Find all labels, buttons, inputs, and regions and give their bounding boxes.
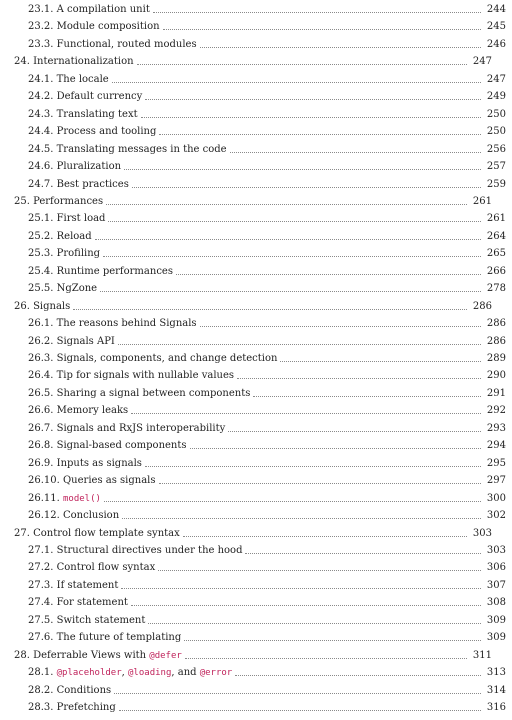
dot-leader (108, 221, 481, 222)
dot-leader (141, 117, 481, 118)
toc-page-number: 290 (486, 370, 506, 382)
toc-section-entry[interactable] (0, 157, 512, 176)
toc-entry-title (28, 231, 92, 242)
toc-section-entry[interactable] (0, 541, 512, 560)
toc-section-entry[interactable] (0, 279, 512, 298)
toc-section-entry[interactable] (0, 401, 512, 420)
toc-entry-title (28, 685, 111, 696)
toc-entry-title (28, 91, 142, 102)
toc-page-number: 291 (486, 387, 506, 399)
dot-leader (118, 344, 481, 345)
dot-leader (122, 518, 481, 519)
toc-chapter-entry[interactable] (0, 297, 498, 316)
toc-page-number: 244 (486, 4, 506, 16)
dot-leader (124, 169, 481, 170)
toc-section-entry[interactable] (0, 140, 512, 159)
toc-page-number: 286 (486, 335, 506, 347)
toc-entry-title (28, 423, 225, 434)
toc-entry-title (28, 109, 138, 120)
toc-entry-title (28, 39, 197, 50)
toc-entry-text: 26.7. Signals and RxJS interoperability (28, 422, 226, 434)
toc-entry-text: 27. Control flow template syntax (14, 527, 180, 539)
toc-entry-text: 28.3. Prefetching (28, 702, 116, 714)
toc-entry-title (28, 667, 232, 678)
toc-chapter-entry[interactable] (0, 646, 498, 665)
toc-page-number: 250 (486, 126, 506, 138)
toc-section-entry[interactable] (0, 698, 512, 717)
toc-entry-text: 24.1. The locale (28, 73, 109, 85)
dot-leader (190, 448, 481, 449)
toc-entry-text: 27.1. Structural directives under the hood (28, 544, 243, 556)
toc-entry-title (28, 562, 155, 573)
toc-entry-text: 26.9. Inputs as signals (28, 457, 142, 469)
toc-entry-text: 26.5. Sharing a signal between components (28, 387, 251, 399)
toc-entry-text: 24.4. Process and tooling (28, 126, 157, 138)
toc-entry-text: 27.5. Switch statement (28, 614, 146, 626)
toc-section-entry[interactable] (0, 244, 512, 263)
toc-page-number: 308 (486, 597, 506, 609)
toc-page-number: 261 (486, 213, 506, 225)
toc-entry-title (28, 283, 97, 294)
toc-entry-title (28, 318, 197, 329)
dot-leader (145, 466, 481, 467)
toc-entry-text: 25.1. First load (28, 213, 106, 225)
dot-leader (159, 483, 482, 484)
dot-leader (104, 501, 481, 502)
toc-page-number: 297 (486, 475, 506, 487)
dot-leader (159, 134, 481, 135)
toc-entry-text: 27.2. Control flow syntax (28, 562, 156, 574)
toc-entry-title (28, 74, 109, 85)
dot-leader (158, 570, 481, 571)
toc-entry-text: 25.2. Reload (28, 230, 92, 242)
toc-page-number: 259 (486, 178, 506, 190)
toc-page-number: 302 (486, 510, 506, 522)
toc-section-entry[interactable] (0, 349, 512, 368)
dot-leader (253, 396, 481, 397)
toc-entry-title (28, 405, 128, 416)
dot-leader (148, 623, 481, 624)
toc-section-entry[interactable] (0, 105, 512, 124)
toc-entry-title (28, 126, 156, 137)
dot-leader (145, 99, 481, 100)
toc-section-entry[interactable] (0, 454, 512, 473)
dot-leader (119, 710, 481, 711)
toc-entry-title (28, 4, 150, 15)
dot-leader (245, 553, 481, 554)
dot-leader (185, 658, 467, 659)
toc-entry-title (28, 266, 173, 277)
inline-code: @error (199, 668, 233, 679)
toc-section-entry[interactable] (0, 17, 512, 36)
toc-page-number: 286 (486, 318, 506, 330)
toc-chapter-entry[interactable] (0, 192, 498, 211)
toc-section-entry[interactable] (0, 70, 512, 89)
dot-leader (280, 361, 481, 362)
toc-section-entry[interactable] (0, 506, 512, 525)
toc-entry-title (28, 388, 250, 399)
toc-section-entry[interactable] (0, 593, 512, 612)
dot-leader (112, 82, 481, 83)
toc-page-number: 265 (486, 248, 506, 260)
toc-page-number: 294 (486, 440, 506, 452)
dot-leader (200, 326, 481, 327)
toc-entry-text: 26.8. Signal-based components (28, 440, 187, 452)
inline-code: @placeholder (56, 668, 122, 679)
toc-page-number: 249 (486, 91, 506, 103)
toc-page-number: 250 (486, 108, 506, 120)
toc-section-entry[interactable] (0, 209, 512, 228)
toc-entry-title (28, 510, 119, 521)
dot-leader (237, 378, 481, 379)
toc-entry-title (28, 21, 160, 32)
toc-section-entry[interactable] (0, 576, 512, 595)
toc-entry-text: 25.3. Profiling (28, 248, 101, 260)
toc-entry-title (28, 580, 118, 591)
toc-entry-text: 24.5. Translating messages in the code (28, 143, 227, 155)
toc-page-number: 295 (486, 457, 506, 469)
toc-entry-text: 25.4. Runtime performances (28, 265, 173, 277)
toc-entry-text: 24.6. Pluralization (28, 161, 122, 173)
toc-entry-text: 27.3. If statement (28, 579, 119, 591)
dot-leader (184, 640, 481, 641)
dot-leader (200, 47, 481, 48)
toc-entry-text: 23.3. Functional, routed modules (28, 38, 197, 50)
toc-page-number: 293 (486, 422, 506, 434)
toc-page-number: 303 (472, 527, 492, 539)
dot-leader (103, 256, 481, 257)
toc-page-number: 257 (486, 161, 506, 173)
toc-entry-text: 26.4. Tip for signals with nullable values (28, 370, 235, 382)
toc-entry-text: 27.6. The future of templating (28, 632, 182, 644)
toc-entry-text: 24. Internationalization (14, 56, 134, 68)
toc-page-number: 266 (486, 265, 506, 277)
toc-entry-text: 24.2. Default currency (28, 91, 143, 103)
toc-entry-title (14, 196, 103, 207)
toc-page-number: 264 (486, 230, 506, 242)
toc-entry-title (28, 213, 105, 224)
toc-page-number: 278 (486, 283, 506, 295)
toc-page-number: 306 (486, 562, 506, 574)
dot-leader (163, 29, 481, 30)
toc-entry-text: 25.5. NgZone (28, 283, 98, 295)
toc-entry-title (28, 475, 156, 486)
toc-entry-text: 25. Performances (14, 195, 104, 207)
toc-page-number: 256 (486, 143, 506, 155)
toc-page-number: 247 (486, 73, 506, 85)
toc-section-entry[interactable] (0, 489, 512, 508)
dot-leader (183, 536, 467, 537)
toc-section-entry[interactable] (0, 384, 512, 403)
toc-section-entry[interactable] (0, 558, 512, 577)
toc-entry-text: 26.12. Conclusion (28, 510, 120, 522)
toc-entry-text: 26.1. The reasons behind Signals (28, 318, 197, 330)
toc-section-entry[interactable] (0, 366, 512, 385)
dot-leader (137, 64, 467, 65)
toc-section-entry[interactable] (0, 611, 512, 630)
toc-section-entry[interactable] (0, 175, 512, 194)
dot-leader (100, 291, 481, 292)
toc-entry-title (28, 493, 101, 504)
toc-entry-text: 28.2. Conditions (28, 684, 112, 696)
dot-leader (228, 431, 481, 432)
toc-entry-text: , (121, 667, 129, 679)
toc-page-number: 313 (486, 667, 506, 679)
toc-entry-text: 24.7. Best practices (28, 178, 129, 190)
toc-entry-title (28, 615, 145, 626)
toc-entry-text: 26.6. Memory leaks (28, 405, 129, 417)
toc-entry-title (14, 650, 182, 661)
toc-section-entry[interactable] (0, 471, 512, 490)
toc-entry-text: 27.4. For statement (28, 597, 128, 609)
toc-page-number: 245 (486, 21, 506, 33)
toc-entry-title (28, 179, 129, 190)
toc-section-entry[interactable] (0, 681, 512, 700)
toc-page-number: 292 (486, 405, 506, 417)
toc-entry-title (28, 440, 187, 451)
toc-page-number: 303 (486, 544, 506, 556)
inline-code: @defer (149, 650, 182, 661)
dot-leader (230, 152, 481, 153)
dot-leader (121, 588, 481, 589)
toc-entry-title (28, 458, 142, 469)
toc-entry-title (28, 632, 181, 643)
toc-entry-text: 23.1. A compilation unit (28, 4, 150, 16)
toc-entry-title (28, 353, 277, 364)
toc-chapter-entry[interactable] (0, 524, 498, 543)
dot-leader (153, 12, 481, 13)
toc-section-entry[interactable] (0, 314, 512, 333)
toc-entry-text: 26.10. Queries as signals (28, 475, 156, 487)
dot-leader (95, 239, 481, 240)
toc-entry-text: 24.3. Translating text (28, 108, 138, 120)
toc-entry-text: 28.1. (28, 667, 57, 679)
toc-page-number: 309 (486, 632, 506, 644)
toc-page-number: 289 (486, 353, 506, 365)
toc-chapter-entry[interactable] (0, 52, 498, 71)
toc-entry-text: 26.3. Signals, components, and change detection (28, 353, 278, 365)
toc-page-number: 246 (486, 38, 506, 50)
dot-leader (132, 187, 481, 188)
toc-section-entry[interactable] (0, 87, 512, 106)
toc-page-number: 286 (472, 300, 492, 312)
dot-leader (106, 204, 467, 205)
toc-section-entry[interactable] (0, 436, 512, 455)
toc-entry-text: 28. Deferrable Views with (14, 649, 150, 661)
toc-entry-title (28, 370, 234, 381)
toc-entry-text: 26.11. (28, 492, 63, 504)
toc-entry-title (28, 702, 116, 713)
toc-page-number: 309 (486, 614, 506, 626)
toc-page-number: 311 (472, 649, 492, 661)
toc-entry-text: 26.2. Signals API (28, 335, 115, 347)
toc-entry-title (14, 301, 70, 312)
toc-page-number: 316 (486, 702, 506, 714)
dot-leader (73, 309, 467, 310)
dot-leader (131, 413, 481, 414)
toc-section-entry[interactable] (0, 332, 512, 351)
toc-entry-title (14, 56, 134, 67)
toc-entry-title (28, 161, 121, 172)
toc-page-number: 307 (486, 579, 506, 591)
toc-page-number: 314 (486, 684, 506, 696)
toc-section-entry[interactable] (0, 0, 512, 19)
toc-section-entry[interactable] (0, 262, 512, 281)
toc-section-entry[interactable] (0, 122, 512, 141)
toc-section-entry[interactable] (0, 663, 512, 682)
toc-entry-title (28, 144, 227, 155)
toc-entry-text: 26. Signals (14, 300, 71, 312)
inline-code: model() (63, 493, 101, 504)
toc-entry-title (28, 545, 242, 556)
toc-page-number: 247 (472, 56, 492, 68)
dot-leader (131, 605, 481, 606)
toc-entry-text: 23.2. Module composition (28, 21, 160, 33)
toc-section-entry[interactable] (0, 227, 512, 246)
toc-page-number: 300 (486, 492, 506, 504)
dot-leader (114, 693, 481, 694)
toc-entry-title (28, 248, 100, 259)
toc-section-entry[interactable] (0, 628, 512, 647)
toc-entry-title (28, 597, 128, 608)
toc-section-entry[interactable] (0, 35, 512, 54)
toc-section-entry[interactable] (0, 419, 512, 438)
toc-entry-text: , and (171, 667, 200, 679)
toc-page-number: 261 (472, 195, 492, 207)
inline-code: @loading (128, 668, 172, 679)
dot-leader (235, 675, 481, 676)
toc-entry-title (14, 528, 180, 539)
dot-leader (176, 274, 481, 275)
toc-entry-title (28, 336, 115, 347)
